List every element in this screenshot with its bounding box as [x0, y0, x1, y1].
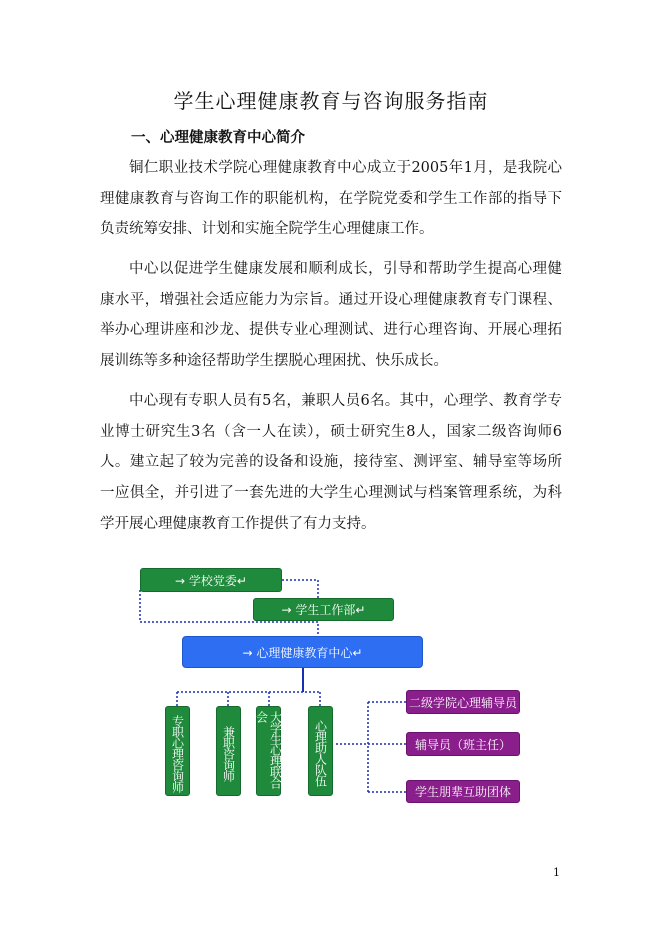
document-title: 学生心理健康教育与咨询服务指南 [173, 89, 489, 113]
org-node-parttime-counselors: 兼职咨询师 [216, 706, 241, 796]
paragraph-staff: 中心现有专职人员有5名，兼职人员6名。其中，心理学、教育学专业博士研究生3名（含一人在读），硕士研究生8人，国家二级咨询师6人。建立起了较为完善的设备和设施，接待室、测评室、辅导室等场所一应俱全，并引进了一套先进的大学生心理测试与档案管理系统，为科学开展心理健康教育工作提供了有力支持。 [100, 393, 562, 532]
org-node-peer-support: 学生朋辈互助团体 [406, 780, 520, 803]
page-number: 1 [553, 866, 560, 879]
org-node-college-counselors: 二级学院心理辅导员 [406, 690, 520, 714]
org-node-student-affairs: → 学生工作部↵ [253, 598, 394, 621]
org-node-fulltime-counselors: 专职心理咨询师 [165, 706, 190, 796]
paragraph-purpose: 中心以促进学生健康发展和顺利成长，引导和帮助学生提高心理健康水平，增强社会适应能力为宗旨。通过开设心理健康教育专门课程、举办心理讲座和沙龙、提供专业心理测试、进行心理咨询、开展心理拓展训练等多种途径帮助学生摆脱心理困扰、快乐成长。 [100, 261, 562, 370]
org-node-helper-team: 心理助人队伍 [308, 706, 333, 796]
paragraph-intro: 铜仁职业技术学院心理健康教育中心成立于2005年1月，是我院心理健康教育与咨询工作的职能机构，在学院党委和学生工作部的指导下负责统筹安排、计划和实施全院学生心理健康工作。 [100, 160, 562, 238]
org-node-school-party: → 学校党委↵ [140, 568, 282, 592]
org-node-class-advisors: 辅导员（班主任） [406, 732, 520, 756]
section-heading: 一、心理健康教育中心简介 [131, 130, 305, 146]
org-node-center: → 心理健康教育中心↵ [182, 636, 423, 668]
org-node-student-union: 大学生心理联合会 [256, 706, 281, 796]
